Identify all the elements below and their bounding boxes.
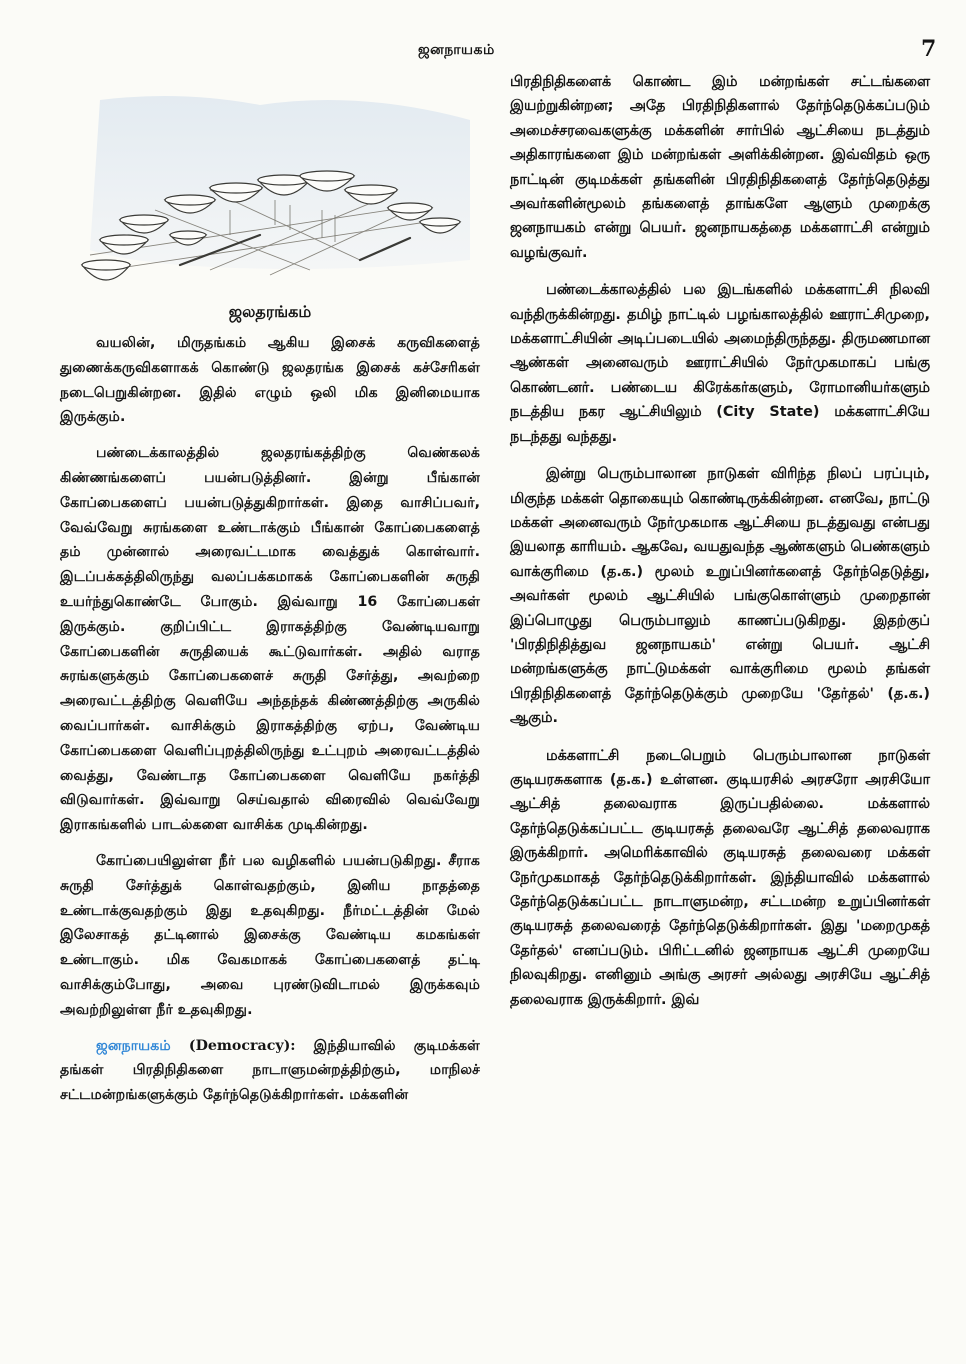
right-paragraph-4: மக்களாட்சி நடைபெறும் பெரும்பாலான நாடுகள் குடியரசுகளாக (த.க.) உள்ளன. குடியரசில் அரசரோ அரசியோ ஆட்சித் தலைவராக இருப்பதில்லை. மக்களால் தேர்ந்தெடுக்கப்பட்ட குடியரசுத் தலைவரே ஆட்சித் தலைவராக இருக்கிறார். அமெரிக்காவில் குடியரசுத் தலைவரை மக்கள் நேர்முகமாகத் தேர்ந்தெடுக்கிறார்கள். இந்தியாவில் மக்களால் தேர்ந்தெடுக்கப்பட்ட நாடாளுமன்ற, சட்டமன்ற உறுப்பினர்கள் குடியரசுத் தலைவரைத் தேர்ந்தெடுக்கிறார்கள். இது 'மறைமுகத் தேர்தல்' எனப்படும். பிரிட்டனில் ஜனநாயக ஆட்சி முறையே நிலவுகிறது. எனினும் அங்கு அரசர் அல்லது அரசியே ஆட்சித் தலைவராக இருக்கிறார். இவ் — [510, 747, 930, 1008]
left-column — [60, 60, 480, 1119]
right-column — [510, 70, 930, 1025]
left-paragraph-4-text: இந்தியாவில் குடிமக்கள் தங்கள் பிரதிநிதிகளை நாடாளுமன்றத்திற்கும், மாநிலச் சட்டமன்றங்களுக்கும் தேர்ந்தெடுக்கிறார்கள். மக்களின் — [60, 1037, 480, 1104]
header-title: ஜனநாயகம் — [418, 42, 495, 58]
right-paragraph-2: பண்டைக்காலத்தில் பல இடங்களில் மக்களாட்சி நிலவி வந்திருக்கின்றது. தமிழ் நாட்டில் பழங்காலத்தில் ஊராட்சிமுறை, மக்களாட்சியின் அடிப்படையில் அமைந்திருந்தது. திருமணமான ஆண்கள் அனைவரும் ஊராட்சியில் நேர்முகமாகப் பங்கு கொண்டனர். பண்டைய கிரேக்கர்களும், ரோமானியர்களும் நடத்திய நகர ஆட்சியிலும் (City State) மக்களாட்சியே நடந்தது வந்தது. — [510, 282, 930, 445]
right-paragraph-3: இன்று பெரும்பாலான நாடுகள் விரிந்த நிலப் பரப்பும், மிகுந்த மக்கள் தொகையும் கொண்டிருக்கின்றன. எனவே, நாட்டு மக்கள் அனைவரும் நேர்முகமாக ஆட்சியை நடத்துவது என்பது இயலாத காரியம். ஆகவே, வயதுவந்த ஆண்களும் பெண்களும் வாக்குரிமை (த.க.) மூலம் உறுப்பினர்களைத் தேர்ந்தெடுத்து, அவர்கள் மூலம் ஆட்சியில் பங்குகொள்ளும் முறைதான் இப்பொழுது பெரும்பாலும் காணப்படுகிறது. இதற்குப் 'பிரதிநிதித்துவ ஜனநாயகம்' என்று பெயர். ஆட்சி மன்றங்களுக்கு நாட்டுமக்கள் வாக்குரிமை மூலம் தங்கள் பிரதிநிதிகளைத் தேர்ந்தெடுக்கும் முறையே 'தேர்தல்' (த.க.) ஆகும். — [510, 466, 930, 727]
page-number: 7 — [921, 36, 937, 62]
cups-drawing — [60, 60, 480, 300]
jalatarangam-illustration — [60, 60, 480, 300]
left-paragraph-2: பண்டைக்காலத்தில் ஜலதரங்கத்திற்கு வெண்கலக் கிண்ணங்களைப் பயன்படுத்தினர். இன்று பீங்கான் கோப்பைகளைப் பயன்படுத்துகிறார்கள். இதை வாசிப்பவர், வேவ்வேறு சுரங்களை உண்டாக்கும் பீங்கான் கோப்பைகளைத் தம் முன்னால் அரைவட்டமாக வைத்துக் கொள்வார். இடப்பக்கத்திலிருந்து வலப்பக்கமாகக் கோப்பைகளின் சுருதி உயர்ந்துகொண்டே போகும். இவ்வாறு 16 கோப்பைகள் இருக்கும். குறிப்பிட்ட இராகத்திற்கு வேண்டியவாறு கோப்பைகளின் சுருதியைக் கூட்டுவார்கள். அதில் வராத சுரங்களுக்கும் கோப்பைகளைச் சுருதி சேர்த்து, அவற்றை அரைவட்டத்திற்கு வெளியே அந்தந்தக் கிண்ணத்திற்கு அருகில் வைப்பார்கள். வாசிக்கும் இராகத்திற்கு ஏற்ப, வேண்டிய கோப்பைகளை வெளிப்புறத்திலிருந்து உட்புறம் அரைவட்டத்தில் வைத்து, வேண்டாத கோப்பைகளை வெளியே நகர்த்தி விடுவார்கள். இவ்வாறு செய்வதால் விரைவில் வெவ்வேறு இராகங்களில் பாடல்களை வாசிக்க முடிகின்றது. — [60, 445, 480, 834]
left-paragraph-1: வயலின், மிருதங்கம் ஆகிய இசைக் கருவிகளைத் துணைக்கருவிகளாகக் கொண்டு ஜலதரங்க இசைக் கச்சேரிகள் நடைபெறுகின்றன. இதில் எழும் ஒலி மிக இனிமையாக இருக்கும். — [60, 335, 480, 426]
section-term: ஜனநாயகம் — [96, 1037, 171, 1054]
right-paragraph-1: பிரதிநிதிகளைக் கொண்ட இம் மன்றங்கள் சட்டங்களை இயற்றுகின்றன; அதே பிரதிநிதிகளால் தேர்ந்தெடுக்கப்படும் அமைச்சரவைகளுக்கு மக்களின் சார்பில் ஆட்சியை நடத்தும் அதிகாரங்களை இம் மன்றங்கள் அளிக்கின்றன. இவ்விதம் ஒரு நாட்டின் குடிமக்கள் தங்களின் பிரதிநிதிகளைத் தேர்ந்தெடுத்து அவர்களின்மூலம் தங்களைத் தாங்களே ஆளும் முறைக்கு ஜனநாயகம் என்று பெயர். ஜனநாயகத்தை மக்களாட்சி என்றும் வழங்குவர். — [510, 74, 930, 261]
illustration-caption: ஜலதரங்கம் — [228, 302, 312, 321]
left-paragraph-3: கோப்பையிலுள்ள நீர் பல வழிகளில் பயன்படுகிறது. சீராக சுருதி சேர்த்துக் கொள்வதற்கும், இனிய நாதத்தை உண்டாக்குவதற்கும் இது உதவுகிறது. நீர்மட்டத்தின் மேல் இலேசாகத் தட்டினால் இசைக்கு வேண்டிய கமகங்கள் உண்டாகும். மிக வேகமாகக் கோப்பைகளைத் தட்டி வாசிக்கும்போது, அவை புரண்டுவிடாமல் இருக்கவும் அவற்றிலுள்ள நீர் உதவுகிறது. — [60, 852, 480, 1018]
section-term-english: (Democracy): — [170, 1037, 314, 1054]
left-paragraph-4 — [60, 1034, 480, 1108]
